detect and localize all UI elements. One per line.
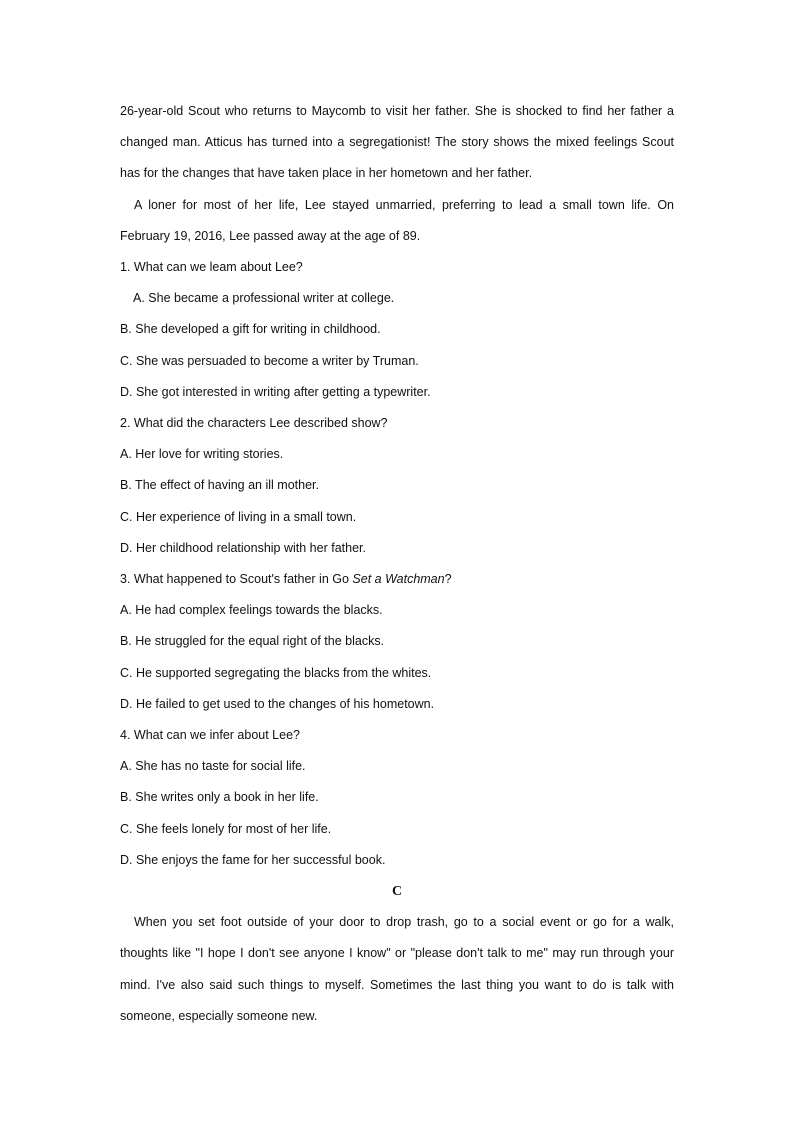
question-3-option-b: B. He struggled for the equal right of the blacks. [120, 634, 385, 649]
passage-c-paragraph-1: When you set foot outside of your door to drop trash, go to a social event or go for a walk, thoughts like "I hope I don't see anyone I know" or "please don't talk to me" may run through your mind. I've also said such things to myself. Sometimes the last thing you want to do is talk with someone, especially someone new. [120, 915, 674, 1023]
question-2-stem: 2. What did the characters Lee described show? [120, 416, 388, 431]
question-3-option-a: A. He had complex feelings towards the blacks. [120, 603, 383, 618]
question-1-option-b: B. She developed a gift for writing in childhood. [120, 322, 381, 337]
question-4-option-b: B. She writes only a book in her life. [120, 790, 319, 805]
question-3-stem-prefix: 3. What happened to Scout's father in Go [120, 572, 353, 587]
question-4-stem: 4. What can we infer about Lee? [120, 728, 300, 743]
document-page [120, 96, 674, 1032]
question-1-stem: 1. What can we leam about Lee? [120, 260, 303, 275]
question-2-option-a: A. Her love for writing stories. [120, 447, 284, 462]
question-4-option-d: D. She enjoys the fame for her successful book. [120, 852, 386, 867]
question-4-option-c: C. She feels lonely for most of her life. [120, 821, 332, 836]
passage-b-paragraph-1: 26-year-old Scout who returns to Maycomb to visit her father. She is shocked to find her father a changed man. Atticus has turned into a segregationist! The story shows the mixed feelings Scout has for the changes that have taken place in her hometown and her father. [120, 104, 674, 181]
question-3-option-c: C. He supported segregating the blacks from the whites. [120, 665, 432, 680]
question-2-option-c: C. Her experience of living in a small town. [120, 509, 357, 524]
question-3-stem-suffix: ? [444, 572, 452, 587]
question-2-option-d: D. Her childhood relationship with her father. [120, 540, 366, 555]
question-2-option-b: B. The effect of having an ill mother. [120, 478, 319, 493]
passage-b-paragraph-2: A loner for most of her life, Lee stayed unmarried, preferring to lead a small town life. On February 19, 2016, Lee passed away at the age of 89. [120, 197, 674, 243]
book-title: Set a Watchman [352, 572, 445, 587]
section-c-heading: C [391, 884, 403, 900]
question-1-option-d: D. She got interested in writing after getting a typewriter. [120, 384, 431, 399]
question-3-stem [120, 564, 674, 595]
question-1-option-c: C. She was persuaded to become a writer by Truman. [120, 353, 419, 368]
question-4-option-a: A. She has no taste for social life. [120, 759, 306, 774]
question-3-option-d: D. He failed to get used to the changes of his hometown. [120, 696, 435, 711]
question-1-option-a: A. She became a professional writer at college. [133, 291, 395, 306]
